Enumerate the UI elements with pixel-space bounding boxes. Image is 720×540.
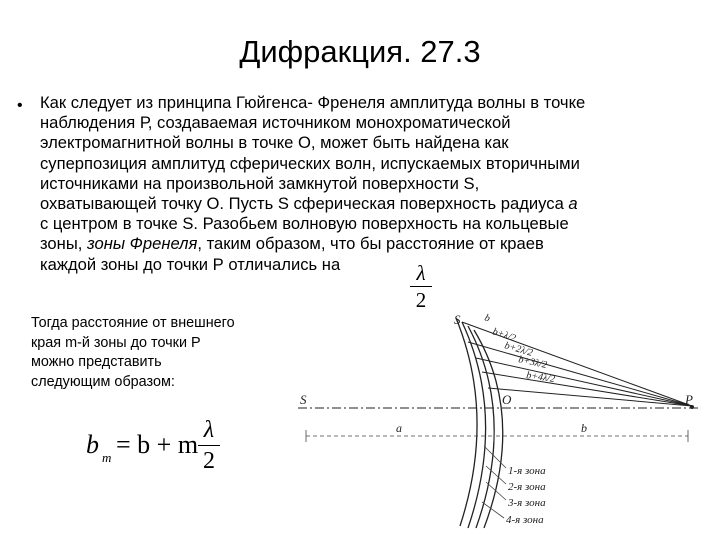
label-s-top: S: [454, 312, 461, 327]
formula-lhs: b: [86, 430, 99, 459]
main-paragraph: [40, 93, 712, 275]
label-a: a: [396, 421, 402, 435]
fraction-numerator: λ: [416, 261, 426, 285]
lambda-half-fraction: [410, 262, 432, 311]
formula-fraction-bar: [198, 445, 220, 446]
zone-leader-3: [486, 482, 506, 500]
label-ray-3: b+3λ/2: [517, 354, 548, 371]
label-ray-4: b+4λ/2: [525, 370, 556, 385]
fresnel-zones-emphasis: зоны Френеля: [86, 234, 198, 254]
label-zone-2: 2-я зона: [508, 481, 546, 493]
label-zone-4: 4-я зона: [506, 514, 544, 526]
label-zone-3: 3-я зона: [508, 497, 546, 509]
label-ray-2: b+2λ/2: [503, 340, 534, 359]
paragraph-text-3: , таким образом, что бы расстояние от краев каждой зоны до точки Р отличались на: [40, 234, 544, 274]
formula-rhs: = b + m: [116, 430, 199, 459]
ray-line-4: [482, 372, 692, 406]
label-s-left: S: [300, 392, 307, 407]
bullet-marker: •: [17, 97, 23, 114]
formula-lhs-subscript: m: [102, 450, 112, 465]
zone-leader-4: [482, 502, 504, 518]
label-b: b: [581, 421, 587, 435]
formula-fraction-numerator: λ: [203, 417, 215, 443]
label-ray-1: b+λ/2: [491, 326, 518, 345]
fresnel-zones-diagram: [296, 306, 708, 536]
fraction-denominator: 2: [415, 288, 427, 312]
label-o: O: [502, 392, 512, 407]
label-ray-0: b: [482, 312, 492, 325]
formula-intro-text: Тогда расстояние от внешнего края m-й зоны до точки Р можно представить следующим образом:: [31, 315, 235, 390]
radius-variable: a: [568, 194, 578, 214]
paragraph-text-2: с центром в точке S. Разобьем волновую поверхность на кольцевые зоны,: [40, 214, 569, 254]
wavefront-arc-3: [468, 326, 494, 528]
formula-fraction-denominator: 2: [203, 448, 215, 474]
wavefront-arc-2: [462, 322, 486, 528]
fraction-bar: [410, 286, 432, 287]
label-p: P: [685, 392, 693, 407]
paragraph-text-1: Как следует из принципа Гюйгенса- Френеля амплитуда волны в точке наблюдения Р, создаваемая источником монохроматической электромагнитной волны в точке О, может быть найдена как суперпозиция амплитуд сферических волн, испускаемых вторичными источниками на произвольной замкнутой поверхности S, охватывающей точку О. Пусть S сферическая поверхность радиуса: [40, 93, 586, 214]
formula-fraction: [198, 416, 220, 475]
wavefront-arc-1: [456, 318, 477, 526]
slide-title: Дифракция. 27.3: [239, 34, 481, 69]
label-zone-1: 1-я зона: [508, 465, 546, 477]
wavefront-arc-4: [474, 330, 503, 528]
